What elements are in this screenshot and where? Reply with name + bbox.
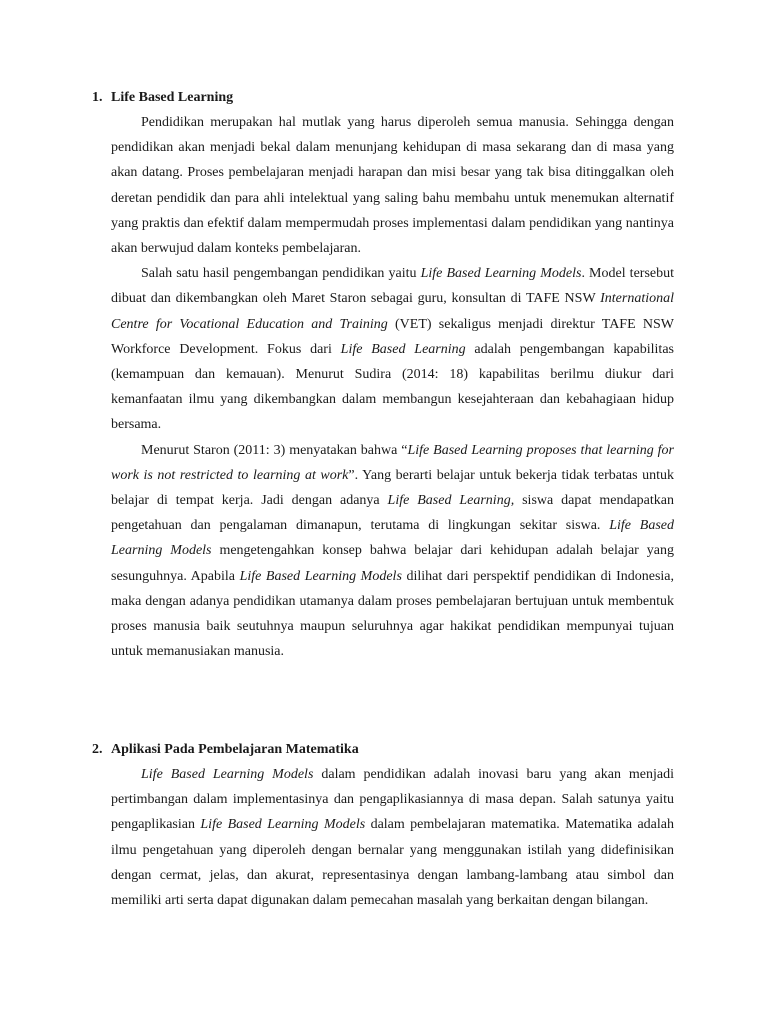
paragraph [111, 762, 674, 913]
section-heading [92, 85, 768, 110]
section-heading [92, 737, 768, 762]
text-run: Menurut Staron (2011: 3) menyatakan bahwa “ [141, 442, 408, 458]
text-run: (VET) sekaligus menjadi direktur TAFE NSW Workforce Development. Fokus dari [111, 316, 674, 357]
italic-text-run: Life Based Learning proposes that learning for work is not restricted to learning at work [111, 442, 674, 483]
text-run: dilihat dari perspektif pendidikan di Indonesia, maka dengan adanya pendidikan utamanya dalam proses pembelajaran bertujuan untuk membentuk proses manusia baik seutuhnya maupun seluruhnya agar hakikat pendidikan mempunyai tujuan untuk memanusiakan manusia. [111, 568, 674, 660]
paragraph [111, 261, 674, 437]
italic-text-run: International Centre for Vocational Education and Training [111, 291, 674, 332]
text-run: Salah satu hasil pengembangan pendidikan yaitu [141, 266, 421, 282]
text-run: Pendidikan merupakan hal mutlak yang harus diperoleh semua manusia. Sehingga dengan pendidikan akan menjadi bekal dalam menunjang kehidupan di masa sekarang dan di masa yang akan datang. Proses pembelajaran menjadi harapan dan misi besar yang tak bisa ditinggalkan oleh deretan pendidik dan para ahli intelektual yang saling bahu membahu untuk menemukan alternatif yang praktis dan efektif dalam mempermudah proses implementasi dalam pendidikan yang nantinya akan berwujud dalam konteks pembelajaran. [111, 115, 674, 257]
section-life-based-learning [0, 85, 768, 664]
text-run: dalam pendidikan adalah inovasi baru yang akan menjadi pertimbangan dalam implementasinya dan pengaplikasiannya di masa depan. Salah satunya yaitu pengaplikasian [111, 767, 674, 833]
paragraph [111, 110, 674, 261]
italic-text-run: Life Based Learning, [387, 493, 515, 509]
text-run: dalam pembelajaran matematika. Matematika adalah ilmu pengetahuan yang diperoleh dengan bernalar yang menggunakan istilah yang didefinisikan dengan cermat, jelas, dan akurat, representasinya dengan lambang-lambang atau simbol dan memiliki arti serta dapat digunakan dalam pemecahan masalah yang berkaitan dengan bilangan. [111, 817, 674, 909]
italic-text-run: Life Based Learning Models [141, 767, 314, 782]
section-title: Aplikasi Pada Pembelajaran Matematika [111, 742, 359, 757]
text-run: . Model tersebut dibuat dan dikembangkan oleh Maret Staron sebagai guru, konsultan di TAFE NSW [111, 266, 674, 307]
section-number: 1. [92, 90, 103, 105]
text-run: ”. Yang berarti belajar untuk bekerja tidak terbatas untuk belajar di tempat kerja. Jadi dengan adanya [111, 467, 674, 509]
italic-text-run: Life Based Learning Models [239, 568, 402, 584]
italic-text-run: Life Based Learning [340, 341, 466, 357]
italic-text-run: Life Based Learning Models [200, 817, 366, 833]
text-run: mengetengahkan konsep bahwa belajar dari kehidupan adalah belajar yang sesunguhnya. Apabila [111, 543, 674, 584]
text-run: siswa dapat mendapatkan pengetahuan dan pengalaman dimanapun, terutama di lingkungan sekitar siswa. [111, 493, 674, 534]
section-aplikasi-matematika [0, 737, 768, 913]
italic-text-run: Life Based Learning Models [111, 518, 674, 559]
section-title: Life Based Learning [111, 90, 234, 105]
section-number: 2. [92, 742, 103, 757]
paragraph [111, 438, 674, 665]
text-run: adalah pengembangan kapabilitas (kemampuan dan kemauan). Menurut Sudira (2014: 18) kapabilitas berilmu diukur dari kemanfaatan ilmu yang dikembangkan dalam membangun kesejahteraan dan kebahagiaan hidup bersama. [111, 341, 674, 433]
italic-text-run: Life Based Learning Models [420, 266, 582, 282]
